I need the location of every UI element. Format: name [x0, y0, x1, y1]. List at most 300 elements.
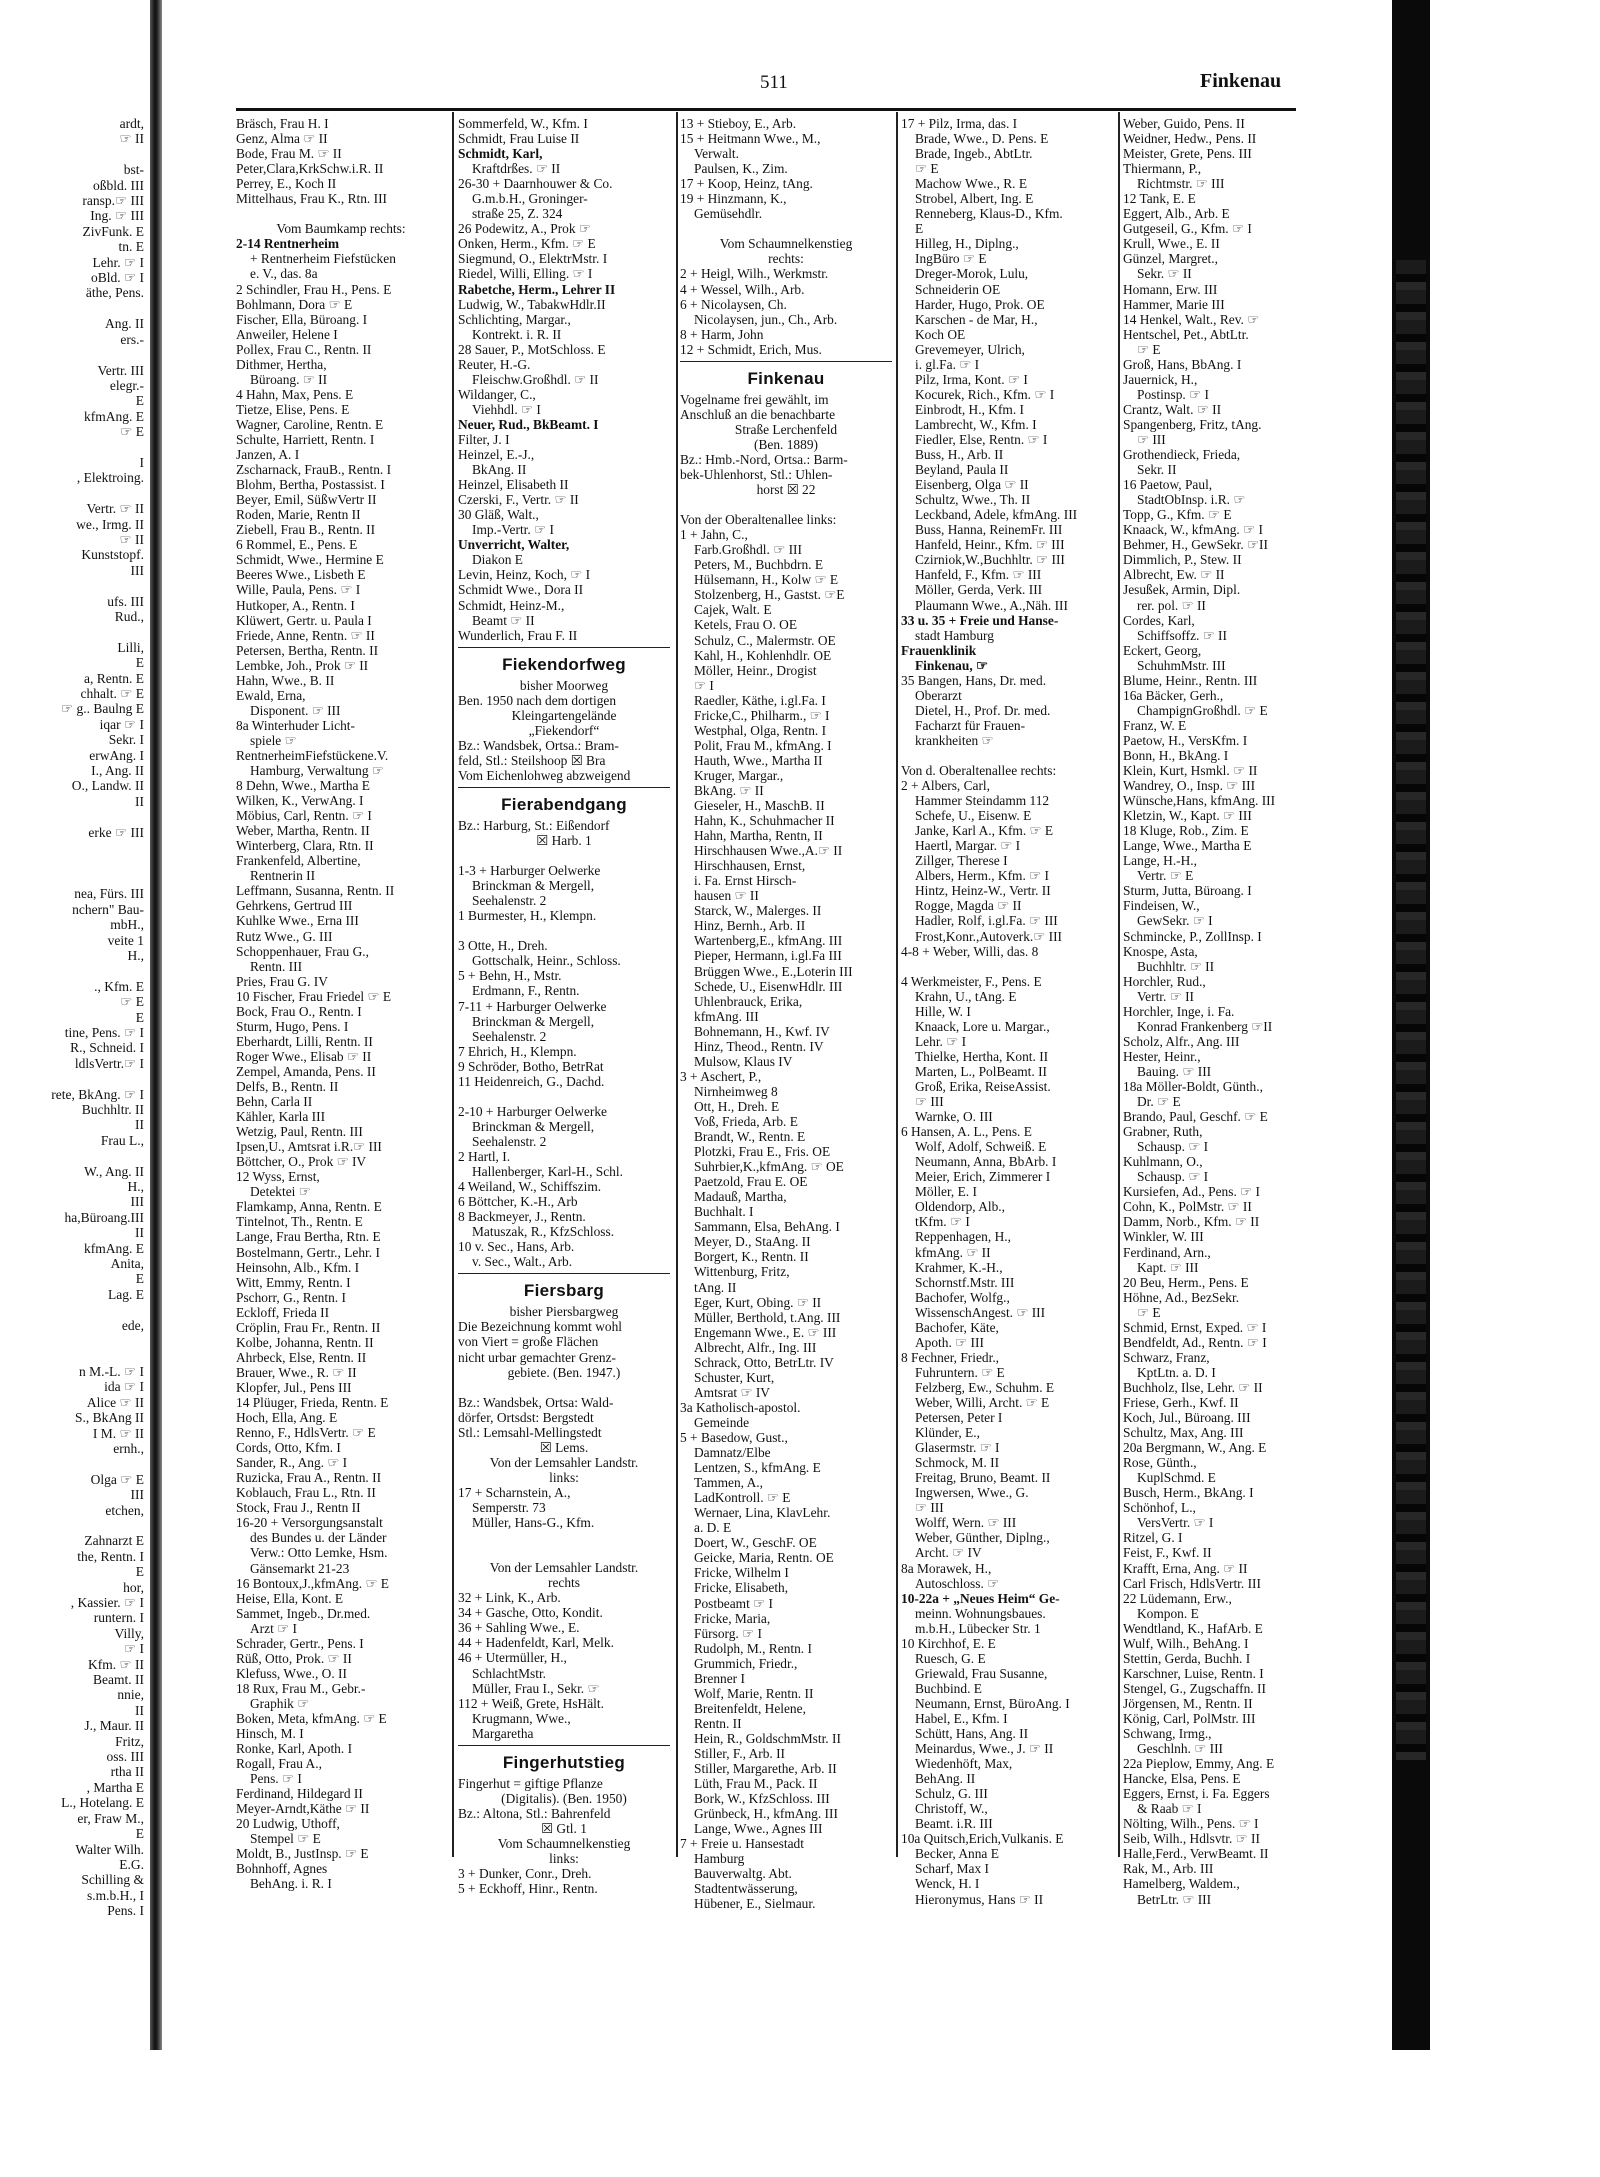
directory-entry: horst ☒ 22 — [756, 482, 816, 498]
directory-entry: Dr. ☞ E — [1137, 1094, 1181, 1110]
directory-entry: Franz, W. E — [1123, 717, 1187, 733]
directory-entry: Knospe, Asta, — [1123, 943, 1198, 959]
directory-entry: 9 Schröder, Botho, BetrRat — [458, 1058, 604, 1074]
left-page-line: ida ☞ I — [104, 1379, 144, 1395]
directory-entry: Polit, Frau M., kfmAng. I — [694, 737, 832, 753]
directory-entry — [680, 221, 892, 236]
directory-entry: Lentzen, S., kfmAng. E — [694, 1460, 821, 1476]
directory-entry: Levin, Heinz, Koch, ☞ I — [458, 567, 591, 583]
directory-entry: 6 + Nicolaysen, Ch. — [680, 296, 787, 312]
directory-entry: Rogall, Frau A., — [236, 1756, 322, 1772]
directory-entry: Ziebell, Frau B., Rentn. II — [236, 522, 376, 538]
directory-entry: Gemüsehdlr. — [694, 206, 763, 222]
directory-entry: Brenner I — [694, 1670, 745, 1686]
left-page-line: E — [135, 1271, 144, 1287]
directory-entry: i. Fa. Ernst Hirsch- — [694, 873, 797, 889]
left-page-line: H., — [127, 1179, 144, 1195]
directory-entry: Koch, Jul., Büroang. III — [1123, 1410, 1251, 1426]
directory-entry: Lange, Frau Bertha, Rtn. E — [236, 1229, 381, 1245]
directory-entry: Cordes, Karl, — [1123, 612, 1195, 628]
directory-entry: Hoch, Ella, Ang. E — [236, 1410, 338, 1426]
directory-entry: 33 u. 35 + Freie und Hanse- — [901, 612, 1059, 628]
directory-entry: Hinz, Theod., Rentn. IV — [694, 1038, 824, 1054]
directory-entry: Richtmstr. ☞ III — [1137, 176, 1225, 192]
directory-entry: VersVertr. ☞ I — [1137, 1515, 1214, 1531]
directory-entry: ChampignGroßhdl. ☞ E — [1137, 702, 1268, 718]
directory-entry: Seib, Wilh., Hdlsvtr. ☞ II — [1123, 1831, 1260, 1847]
directory-entry: Blohm, Bertha, Postassist. I — [236, 477, 385, 493]
directory-entry: 18 Kluge, Rob., Zim. E — [1123, 823, 1249, 839]
directory-entry: Kraftdrßes. ☞ II — [472, 161, 561, 177]
directory-entry: Hein, R., GoldschmMstr. II — [694, 1730, 841, 1746]
left-page-line — [0, 624, 150, 639]
directory-entry: Ott, H., Dreh. E — [694, 1098, 780, 1114]
directory-entry: Rentn. III — [250, 958, 303, 974]
directory-entry: Weidner, Hedw., Pens. II — [1123, 131, 1257, 147]
left-page-line: I M. ☞ II — [92, 1425, 144, 1441]
directory-entry — [458, 1380, 670, 1395]
directory-entry: Schönhof, L., — [1123, 1500, 1196, 1516]
directory-entry: Onken, Herm., Kfm. ☞ E — [458, 236, 596, 252]
directory-entry: 36 + Sahling Wwe., E. — [458, 1620, 580, 1636]
directory-entry: Amtsrat ☞ IV — [694, 1384, 770, 1400]
directory-entry: Damm, Norb., Kfm. ☞ II — [1123, 1214, 1260, 1230]
directory-entry: Nirnheimweg 8 — [694, 1083, 778, 1099]
directory-entry: 1 Burmester, H., Klempn. — [458, 908, 597, 924]
directory-entry: Brandt, W., Rentn. E — [694, 1129, 806, 1145]
edge-streak — [1396, 260, 1426, 1760]
directory-entry: Wolff, Wern. ☞ III — [915, 1515, 1017, 1531]
directory-entry: Viehhdl. ☞ I — [472, 401, 541, 417]
left-page-line: ede, — [121, 1317, 144, 1333]
directory-entry: Schmincke, P., ZollInsp. I — [1123, 928, 1262, 944]
left-page-line: III — [130, 1487, 144, 1503]
directory-entry: Lembke, Joh., Prok ☞ II — [236, 657, 369, 673]
directory-column-2 — [458, 116, 670, 1897]
directory-entry: Zscharnack, FrauB., Rentn. I — [236, 462, 392, 478]
directory-entry: Sammet, Ingeb., Dr.med. — [236, 1605, 371, 1621]
directory-entry: Weber, Günther, Diplng., — [915, 1530, 1050, 1546]
directory-entry: Sander, R., Ang. ☞ I — [236, 1455, 348, 1471]
directory-entry: Hamelberg, Waldem., — [1123, 1876, 1240, 1892]
left-page-line: ☞ I — [124, 1641, 144, 1657]
directory-entry: 8 + Harm, John — [680, 326, 764, 342]
left-page-line: Pens. I — [107, 1903, 144, 1919]
directory-entry: Brinckman & Mergell, — [472, 1013, 595, 1029]
directory-entry: 2 Hartl, I. — [458, 1149, 511, 1164]
directory-entry: Postinsp. ☞ I — [1137, 386, 1209, 402]
directory-entry: Meier, Erich, Zimmerer I — [915, 1169, 1051, 1185]
left-page-line: erke ☞ III — [88, 824, 144, 840]
directory-entry: Carl Frisch, HdlsVertr. III — [1123, 1575, 1261, 1591]
left-page-line: Lag. E — [108, 1286, 144, 1302]
directory-entry: Hallenberger, Karl-H., Schl. — [472, 1164, 623, 1180]
directory-entry: 22 Lüdemann, Erw., — [1123, 1590, 1232, 1606]
left-page-line: Rud., — [114, 609, 144, 624]
directory-entry: Buchholz, Ilse, Lehr. ☞ II — [1123, 1379, 1263, 1395]
directory-entry: Fingerhut = giftige Pflanze — [458, 1775, 603, 1791]
directory-entry: 22a Pieplow, Emmy, Ang. E — [1123, 1756, 1275, 1772]
left-page-line — [0, 871, 150, 886]
directory-entry: & Raab ☞ I — [1137, 1801, 1202, 1817]
directory-entry: 18 Rux, Frau M., Gebr.- — [236, 1680, 366, 1696]
left-page-line: iqar ☞ I — [99, 716, 144, 732]
directory-entry: Cröplin, Frau Fr., Rentn. II — [236, 1319, 381, 1335]
directory-entry: Bode, Frau M. ☞ II — [236, 146, 342, 162]
directory-entry: 7-11 + Harburger Oelwerke — [458, 998, 607, 1014]
directory-entry: Wenck, H. I — [915, 1876, 980, 1892]
directory-entry: Koch OE — [915, 326, 966, 342]
directory-entry: Von der Lemsahler Landstr. — [489, 1560, 639, 1576]
section-title: Finkenau — [1200, 70, 1282, 92]
directory-entry: SchlachtMstr. — [472, 1665, 547, 1681]
directory-entry: Möller, Gerda, Verk. III — [915, 582, 1043, 598]
directory-entry: Grothendieck, Frieda, — [1123, 447, 1241, 463]
directory-entry: Harder, Hugo, Prok. OE — [915, 296, 1045, 312]
directory-entry: Erdmann, F., Rentn. — [472, 983, 580, 999]
directory-entry: Leckband, Adele, kfmAng. III — [915, 507, 1078, 523]
directory-entry: Czirniok,W.,Buchhltr. ☞ III — [915, 552, 1065, 568]
left-page-line: W., Ang. II — [84, 1163, 144, 1179]
directory-entry: Uhlenbrauck, Erika, — [694, 993, 803, 1009]
left-page-line — [0, 301, 150, 316]
left-page-line: rete, BkAng. ☞ I — [51, 1086, 144, 1102]
directory-entry: Bauverwaltg. Abt. — [694, 1866, 792, 1882]
directory-entry: Halle,Ferd., VerwBeamt. II — [1123, 1846, 1269, 1862]
directory-entry: v. Sec., Walt., Arb. — [472, 1254, 573, 1270]
left-page-line: nchern" Bau- — [72, 901, 144, 917]
directory-entry: Madauß, Martha, — [694, 1189, 787, 1205]
directory-entry: Hilleg, H., Diplng., — [915, 236, 1019, 252]
directory-entry: Stengel, G., Zugschaffn. II — [1123, 1680, 1266, 1696]
directory-entry: Die Bezeichnung kommt wohl — [458, 1319, 623, 1335]
directory-entry: Plotzki, Frau E., Fris. OE — [694, 1144, 831, 1160]
left-page-line: ☞ E — [120, 424, 144, 440]
directory-entry: Janzen, A. I — [236, 447, 300, 463]
directory-entry: SchuhmMstr. III — [1137, 657, 1226, 673]
directory-entry: Wiedenhöft, Max, — [915, 1756, 1013, 1772]
directory-entry: Bohnemann, H., Kwf. IV — [694, 1023, 830, 1039]
directory-entry: Lehr. ☞ I — [915, 1033, 967, 1049]
directory-entry: Roger Wwe., Elisab ☞ II — [236, 1048, 372, 1064]
directory-entry: Semperstr. 73 — [472, 1499, 546, 1515]
directory-entry: Eggers, Ernst, i. Fa. Eggers — [1123, 1786, 1270, 1802]
left-page-line: äthe, Pens. — [85, 285, 144, 301]
directory-entry: Detektei ☞ — [250, 1184, 311, 1200]
directory-entry: Hentschel, Pet., AbtLtr. — [1123, 326, 1249, 342]
directory-entry: 3a Katholisch-apostol. — [680, 1399, 801, 1415]
directory-entry: Hanfeld, F., Kfm. ☞ III — [915, 567, 1042, 583]
left-page-line — [0, 856, 150, 871]
directory-entry: Paetow, H., VersKfm. I — [1123, 732, 1248, 748]
directory-entry: Heinzel, Elisabeth II — [458, 477, 569, 493]
directory-entry: i. gl.Fa. ☞ I — [915, 356, 980, 372]
left-page-line: ☞ II — [119, 131, 144, 147]
directory-entry: 5 + Behn, H., Mstr. — [458, 968, 562, 984]
directory-entry: feld, Stl.: Steilshoop ☒ Bra — [458, 752, 606, 768]
directory-entry: Suhrbier,K.,kfmAng. ☞ OE — [694, 1159, 844, 1175]
directory-entry: Meyer, D., StaAng. II — [694, 1234, 811, 1250]
directory-entry: 4 Hahn, Max, Pens. E — [236, 386, 354, 402]
directory-entry: Kruger, Margar., — [694, 767, 784, 783]
directory-entry: Gänsemarkt 21-23 — [250, 1560, 350, 1576]
directory-entry: 5 + Eckhoff, Hinr., Rentn. — [458, 1881, 598, 1897]
directory-entry: Stiller, Margarethe, Arb. II — [694, 1761, 837, 1777]
directory-entry: Hammer, Marie III — [1123, 296, 1225, 312]
directory-entry: Apoth. ☞ III — [915, 1334, 984, 1350]
left-page-line: O., Landw. II — [71, 778, 144, 794]
directory-entry: 20 Beu, Herm., Pens. E — [1123, 1274, 1249, 1290]
directory-entry: Matuszak, R., KfzSchloss. — [472, 1224, 615, 1240]
directory-entry: Schütt, Hans, Ang. II — [915, 1726, 1029, 1742]
directory-entry: E — [915, 221, 924, 237]
left-page-line: Ing. ☞ III — [90, 208, 144, 224]
directory-entry: ☞ I — [694, 677, 714, 693]
directory-entry: Schrader, Gertr., Pens. I — [236, 1635, 364, 1651]
directory-entry: ☞ E — [1137, 1304, 1161, 1320]
directory-entry: Krahn, U., tAng. E — [915, 988, 1017, 1004]
directory-entry: KuplSchmd. E — [1137, 1470, 1216, 1486]
directory-entry: Brüggen Wwe., E.,Loterin III — [694, 963, 853, 979]
left-page-line: chhalt. ☞ E — [80, 686, 144, 702]
directory-entry: Feist, F., Kwf. II — [1123, 1545, 1212, 1561]
directory-entry: Rutz Wwe., G. III — [236, 928, 333, 944]
directory-entry: Pries, Frau G. IV — [236, 973, 328, 989]
directory-entry: Zempel, Amanda, Pens. II — [236, 1063, 376, 1079]
directory-entry: Ketels, Frau O. OE — [694, 617, 798, 633]
directory-entry: Bz.: Harburg, St.: Eißendorf — [458, 817, 610, 833]
directory-entry: 46 + Utermüller, H., — [458, 1650, 567, 1666]
directory-entry: Karschner, Luise, Rentn. I — [1123, 1665, 1264, 1681]
directory-entry: 10-22a + „Neues Heim“ Ge- — [901, 1590, 1060, 1606]
left-page-line: ., Kfm. E — [94, 978, 144, 994]
directory-entry — [680, 497, 892, 512]
directory-entry: 5 + Basedow, Gust., — [680, 1429, 788, 1445]
directory-entry: Friese, Gerh., Kwf. II — [1123, 1394, 1239, 1410]
directory-entry: Höhne, Ad., BezSekr. — [1123, 1289, 1240, 1305]
left-page-line: nnie, — [117, 1687, 144, 1703]
left-page-line: Buchhltr. II — [81, 1102, 144, 1117]
directory-entry: Hahn, Wwe., B. II — [236, 672, 335, 688]
directory-entry: Kocurek, Rich., Kfm. ☞ I — [915, 386, 1055, 402]
directory-entry: Grünbeck, H., kfmAng. III — [694, 1806, 838, 1822]
directory-entry: Knaack, Lore u. Margar., — [915, 1018, 1050, 1034]
directory-entry: Behn, Carla II — [236, 1094, 313, 1110]
directory-entry: Schmid, Ernst, Exped. ☞ I — [1123, 1319, 1267, 1335]
directory-entry: Ingwersen, Wwe., G. — [915, 1485, 1029, 1501]
left-page-line: Anita, — [110, 1256, 144, 1272]
directory-entry: Schmidt Wwe., Dora II — [458, 582, 584, 598]
directory-entry: rechts: — [768, 251, 804, 267]
directory-entry: Hübener, E., Sielmaur. — [694, 1896, 816, 1912]
directory-entry: Karschen - de Mar, H., — [915, 311, 1038, 327]
directory-entry: Konrad Frankenberg ☞II — [1137, 1018, 1273, 1034]
directory-entry: Anweiler, Helene I — [236, 326, 338, 342]
directory-entry: Klüwert, Gertr. u. Paula I — [236, 612, 372, 628]
left-page-line — [0, 1518, 150, 1533]
directory-entry: Gemeinde — [694, 1414, 750, 1430]
directory-entry: Neuer, Rud., BkBeamt. I — [458, 416, 599, 432]
directory-entry: Moldt, B., JustInsp. ☞ E — [236, 1846, 369, 1862]
directory-entry: Filter, J. I — [458, 431, 510, 447]
directory-entry: Büroang. ☞ II — [250, 371, 328, 387]
directory-entry: ☞ E — [1137, 341, 1161, 357]
directory-entry: Wolf, Adolf, Schweiß. E — [915, 1139, 1047, 1155]
directory-entry: Vom Schaumnelkenstieg — [719, 236, 853, 252]
directory-entry: Horchler, Inge, i. Fa. — [1123, 1003, 1235, 1019]
directory-entry: Heinzel, E.-J., — [458, 447, 535, 463]
directory-entry: Christoff, W., — [915, 1801, 988, 1817]
directory-entry: WissenschAngest. ☞ III — [915, 1304, 1046, 1320]
directory-entry: 10 Fischer, Frau Friedel ☞ E — [236, 988, 392, 1004]
directory-entry: ☞ III — [915, 1094, 944, 1110]
directory-entry: Fuhruntern. ☞ E — [915, 1364, 1005, 1380]
directory-entry: meinn. Wohnungsbaues. — [915, 1605, 1046, 1621]
directory-entry: Scholz, Alfr., Ang. III — [1123, 1033, 1240, 1049]
directory-entry: Facharzt für Frauen- — [915, 717, 1026, 733]
directory-entry: 17 + Pilz, Irma, das. I — [901, 116, 1018, 131]
directory-entry: Rentnerin II — [250, 868, 316, 884]
directory-entry: 10a Quitsch,Erich,Vulkanis. E — [901, 1831, 1064, 1847]
directory-entry: Freitag, Bruno, Beamt. II — [915, 1470, 1051, 1486]
left-page-line: Schilling & — [81, 1872, 144, 1888]
directory-entry: ☞ III — [1137, 431, 1166, 447]
directory-entry: Bz.: Wandsbek, Ortsa: Wald- — [458, 1394, 614, 1410]
directory-entry: Schneiderin OE — [915, 281, 1001, 297]
directory-entry: Möller, E. I — [915, 1184, 977, 1200]
directory-entry: Bz.: Wandsbek, Ortsa.: Bram- — [458, 737, 619, 753]
directory-entry: Paulsen, K., Zim. — [694, 161, 788, 177]
directory-entry: Bauing. ☞ III — [1137, 1063, 1212, 1079]
directory-entry: Buchhltr. ☞ II — [1137, 958, 1215, 974]
left-page-line: J., Maur. II — [84, 1718, 144, 1734]
directory-entry: Wolf, Marie, Rentn. II — [694, 1685, 814, 1701]
directory-entry: Bachofer, Wolfg., — [915, 1289, 1010, 1305]
directory-entry: Lange, Wwe., Agnes III — [694, 1821, 823, 1837]
directory-entry: Stadtentwässerung, — [694, 1881, 798, 1897]
directory-entry: Verw.: Otto Lemke, Hsm. — [250, 1545, 388, 1561]
directory-entry: Rüß, Otto, Prok. ☞ II — [236, 1650, 352, 1666]
directory-entry: Ahrbeck, Else, Rentn. II — [236, 1349, 367, 1365]
directory-entry: Albrecht, Alfr., Ing. III — [694, 1339, 817, 1355]
directory-entry: Günzel, Margret., — [1123, 251, 1218, 267]
directory-entry: Warnke, O. III — [915, 1109, 993, 1125]
directory-entry: Schausp. ☞ I — [1137, 1169, 1209, 1185]
directory-entry: 6 Böttcher, K.-H., Arb — [458, 1194, 578, 1210]
left-page-line: erwAng. I — [89, 747, 144, 763]
directory-entry: Unverricht, Walter, — [458, 537, 570, 553]
left-page-line: ha,Büroang.III — [64, 1209, 144, 1225]
street-heading: Fingerhutstieg — [458, 1745, 670, 1774]
directory-entry: Horchler, Rud., — [1123, 973, 1206, 989]
directory-entry: Reppenhagen, H., — [915, 1229, 1011, 1245]
directory-entry: Schuster, Kurt, — [694, 1369, 775, 1385]
directory-entry: Beamt ☞ II — [472, 612, 535, 628]
directory-entry: Peter,Clara,KrkSchw.i.R. II — [236, 161, 384, 177]
left-page-line: bst- — [123, 162, 144, 178]
directory-entry: IngBüro ☞ E — [915, 251, 987, 267]
directory-entry: Sturm, Jutta, Büroang. I — [1123, 883, 1252, 899]
left-page-line — [0, 578, 150, 593]
directory-entry: Albrecht, Ew. ☞ II — [1123, 567, 1225, 583]
left-page-line: ernh., — [113, 1440, 144, 1456]
directory-entry: Kletzin, W., Kapt. ☞ III — [1123, 808, 1252, 824]
left-page-line: oBld. ☞ I — [91, 270, 144, 286]
directory-entry: Hinz, Bernh., Arb. II — [694, 918, 806, 934]
left-page-line: kfmAng. E — [84, 1240, 144, 1256]
directory-entry: Bachofer, Käte, — [915, 1319, 999, 1335]
directory-entry: Krull, Wwe., E. II — [1123, 236, 1220, 252]
left-page-line: oss. III — [106, 1749, 144, 1765]
left-page-line: elegr.- — [109, 377, 144, 393]
directory-entry: Fricke, Maria, — [694, 1610, 771, 1626]
directory-entry: Meinardus, Wwe., J. ☞ II — [915, 1741, 1054, 1757]
directory-entry: Wetzig, Paul, Rentn. III — [236, 1124, 363, 1140]
directory-entry: Griewald, Frau Susanne, — [915, 1665, 1048, 1681]
left-page-line — [0, 440, 150, 455]
directory-entry: 4 Weiland, W., Schiffszim. — [458, 1179, 602, 1195]
directory-entry: Pilz, Irma, Kont. ☞ I — [915, 371, 1028, 387]
left-page-line: , Martha E — [86, 1779, 144, 1795]
left-page-line: Olga ☞ E — [90, 1471, 144, 1487]
left-page-line: Kunststopf. — [81, 547, 144, 563]
directory-entry: Koblauch, Frau L., Rtn. II — [236, 1485, 376, 1501]
directory-entry: Cohn, K., PolMstr. ☞ II — [1123, 1199, 1252, 1215]
directory-entry: LadKontroll. ☞ E — [694, 1490, 791, 1506]
left-page-line: , Elektroing. — [76, 470, 144, 486]
directory-entry: bisher Piersbargweg — [509, 1304, 619, 1320]
directory-entry: Schultz, Max, Ang. III — [1123, 1425, 1244, 1441]
directory-entry: 11 Heidenreich, G., Dachd. — [458, 1073, 605, 1089]
left-page-line: tn. E — [118, 239, 144, 255]
directory-entry: Plaumann Wwe., A.,Näh. III — [915, 597, 1068, 613]
directory-entry: Schultz, Wwe., Th. II — [915, 492, 1031, 508]
left-page-line: I — [139, 454, 144, 470]
directory-entry: Sammann, Elsa, BehAng. I — [694, 1219, 840, 1235]
directory-entry: Bendfeldt, Ad., Rentn. ☞ I — [1123, 1334, 1267, 1350]
directory-entry: Grummich, Friedr., — [694, 1655, 798, 1671]
directory-entry: Schede, U., EisenwHdlr. III — [694, 978, 843, 994]
directory-entry: Petersen, Bertha, Rentn. II — [236, 642, 379, 658]
directory-entry: spiele ☞ — [250, 732, 297, 748]
directory-entry: Flamkamp, Anna, Rentn. E — [236, 1199, 382, 1215]
directory-entry: Heise, Ella, Kont. E — [236, 1590, 344, 1606]
directory-entry: 6 Rommel, E., Pens. E — [236, 537, 358, 553]
left-page-line: ransp.☞ III — [82, 193, 144, 209]
directory-entry: Schiffsoffz. ☞ II — [1137, 627, 1227, 643]
directory-entry: Knaack, W., kfmAng. ☞ I — [1123, 522, 1263, 538]
directory-entry: Möller, Heinr., Drogist — [694, 662, 817, 678]
directory-entry: Weber, Martha, Rentn. II — [236, 823, 370, 839]
directory-entry: Rabetche, Herm., Lehrer II — [458, 281, 616, 297]
directory-entry: Wünsche,Hans, kfmAng. III — [1123, 793, 1276, 809]
directory-entry: Topp, G., Kfm. ☞ E — [1123, 507, 1232, 523]
left-page-line — [0, 1333, 150, 1348]
directory-entry: Ben. 1950 nach dem dortigen — [458, 692, 617, 708]
directory-entry: Hille, W. I — [915, 1003, 971, 1019]
directory-entry: bisher Moorweg — [519, 677, 609, 693]
directory-entry: Sommerfeld, W., Kfm. I — [458, 116, 588, 131]
directory-entry: Hülsemann, H., Kolw ☞ E — [694, 572, 839, 588]
directory-entry: ☒ Harb. 1 — [536, 833, 592, 849]
directory-entry: 14 Plüuger, Frieda, Rentn. E — [236, 1394, 389, 1410]
directory-entry: Stl.: Lemsahl-Mellingstedt — [458, 1424, 602, 1440]
directory-entry: (Digitalis). (Ben. 1950) — [501, 1790, 627, 1806]
directory-entry: Fricke, Elisabeth, — [694, 1580, 789, 1596]
directory-entry: Seehalenstr. 2 — [472, 1028, 547, 1044]
column-divider — [896, 112, 898, 1857]
directory-entry: 17 + Koop, Heinz, tAng. — [680, 176, 813, 192]
